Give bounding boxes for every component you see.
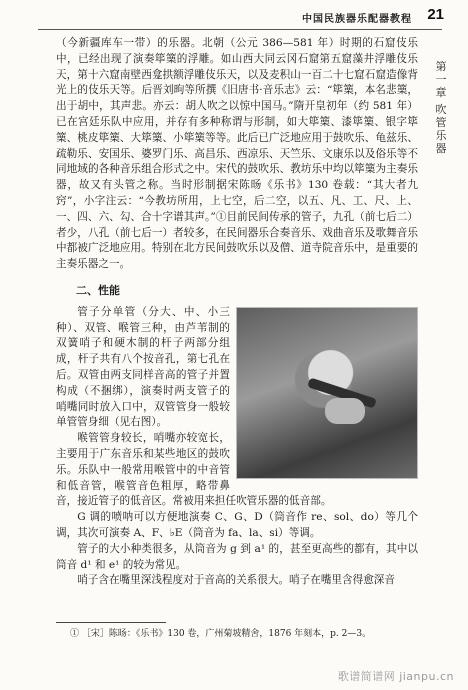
book-title: 中国民族器乐配器教程: [302, 14, 412, 25]
paragraph-3: 喉管管身较长，哨嘴亦较宽长，主要用于广东音乐和某些地区的鼓吹乐。乐队中一般常用喉管中的中音管和低音管，喉管音色粗厚，略带鼻音，接近管子的低音区。常被用来担任吹管乐器的低音部。: [56, 432, 332, 508]
page-number: 21: [427, 6, 444, 23]
paragraph-6: 哨子含在嘴里深浅程度对于音高的关系很大。哨子在嘴里含得愈深音: [77, 574, 395, 587]
paragraph-5: 管子的大小种类很多，从筒音为 g 到 a¹ 的，甚至更高些的都有，其中以筒音 d¹ 和 e¹ 的较为常见。: [56, 542, 418, 571]
page-header: [0, 0, 468, 30]
footnote-rule: [56, 622, 166, 623]
paragraph-2: [56, 305, 418, 431]
footnote: ① ［宋］陈旸：《乐书》130 卷，广州菊坡精舍，1876 年刻本，p. 2—3。: [70, 629, 372, 639]
chapter-label: 第一章: [435, 60, 447, 99]
page-body: [56, 36, 418, 589]
figure-photo-double-pipe-player: [236, 307, 418, 479]
chapter-side-tab: [432, 60, 450, 155]
chapter-topic: 吹管乐器: [435, 103, 447, 155]
section-heading: 二、性能: [76, 283, 120, 297]
hand-shape: [325, 398, 365, 424]
paragraph-1: （今新疆库车一带）的乐器。北朝（公元 386—581 年）时期的石窟伎乐中，已经出现了演奏筚篥的浮雕。如山西大同云冈石窟第五窟藻井浮雕伎乐天，第十六窟南壁西龛拱额浮雕伎乐天，以及麦积山一百二十七窟石窟造像背光上的伎乐天等。后晋刘昫等所撰《旧唐书·音乐志》云：“筚篥，本名悲篥，出于胡中，其声悲。亦云：胡人吹之以惊中国马。”隋开皇初年（约 581 年）已在宫廷乐队中应用，并存有多种称谓与形制，如大筚篥、漆筚篥、银字筚篥、桃皮筚篥、大筚篥、小筚篥等等。此后已广泛地应用于鼓吹乐、龟兹乐、疏勒乐、安国乐、婆罗门乐、高昌乐、西凉乐、天竺乐、文康乐以及俗乐等不同地域的各种音乐组合形式之中。宋代的鼓吹乐、教坊乐中均以筚篥为主奏乐器，故又有头管之称。当时形制据宋陈旸《乐书》130 卷载：“其大者九窍”，小字注云：“今教坊所用，上七空，后二空，以五、凡、工、尺、上、一、四、六、勾、合十字谱其声。”①目前民间传承的管子，九孔（前七后二）者少，八孔（前七后一）者较多，在民间器乐合奏音乐、戏曲音乐及歌舞音乐中都被广泛地应用。特别在北方民间鼓吹乐以及僧、道寺院音乐中，是重要的主奏乐器之一。: [56, 37, 418, 271]
header-rule: [38, 29, 442, 30]
paragraph-2-text: 管子分单管（分大、中、小三种）、双管、喉管三种，由芦苇制的双簧哨子和硬木制的杆子两部分组成，杆子共有八个按音孔，第七孔在后。双管由两支同样音高的管子并置构成（不捆绑），演奏时两支管子的哨嘴同时放入口中，双管管身一般较单管管身细（见右图）。: [56, 305, 230, 429]
paragraph-4: G 调的喷呐可以方便地演奏 C、G、D（筒音作 re、sol、do）等几个调，其次可演奏 A、F、♭E（筒音为 fa、la、si）等调。: [56, 511, 418, 539]
watermark: 歌谱简谱网 jianpu.cn: [337, 670, 454, 683]
